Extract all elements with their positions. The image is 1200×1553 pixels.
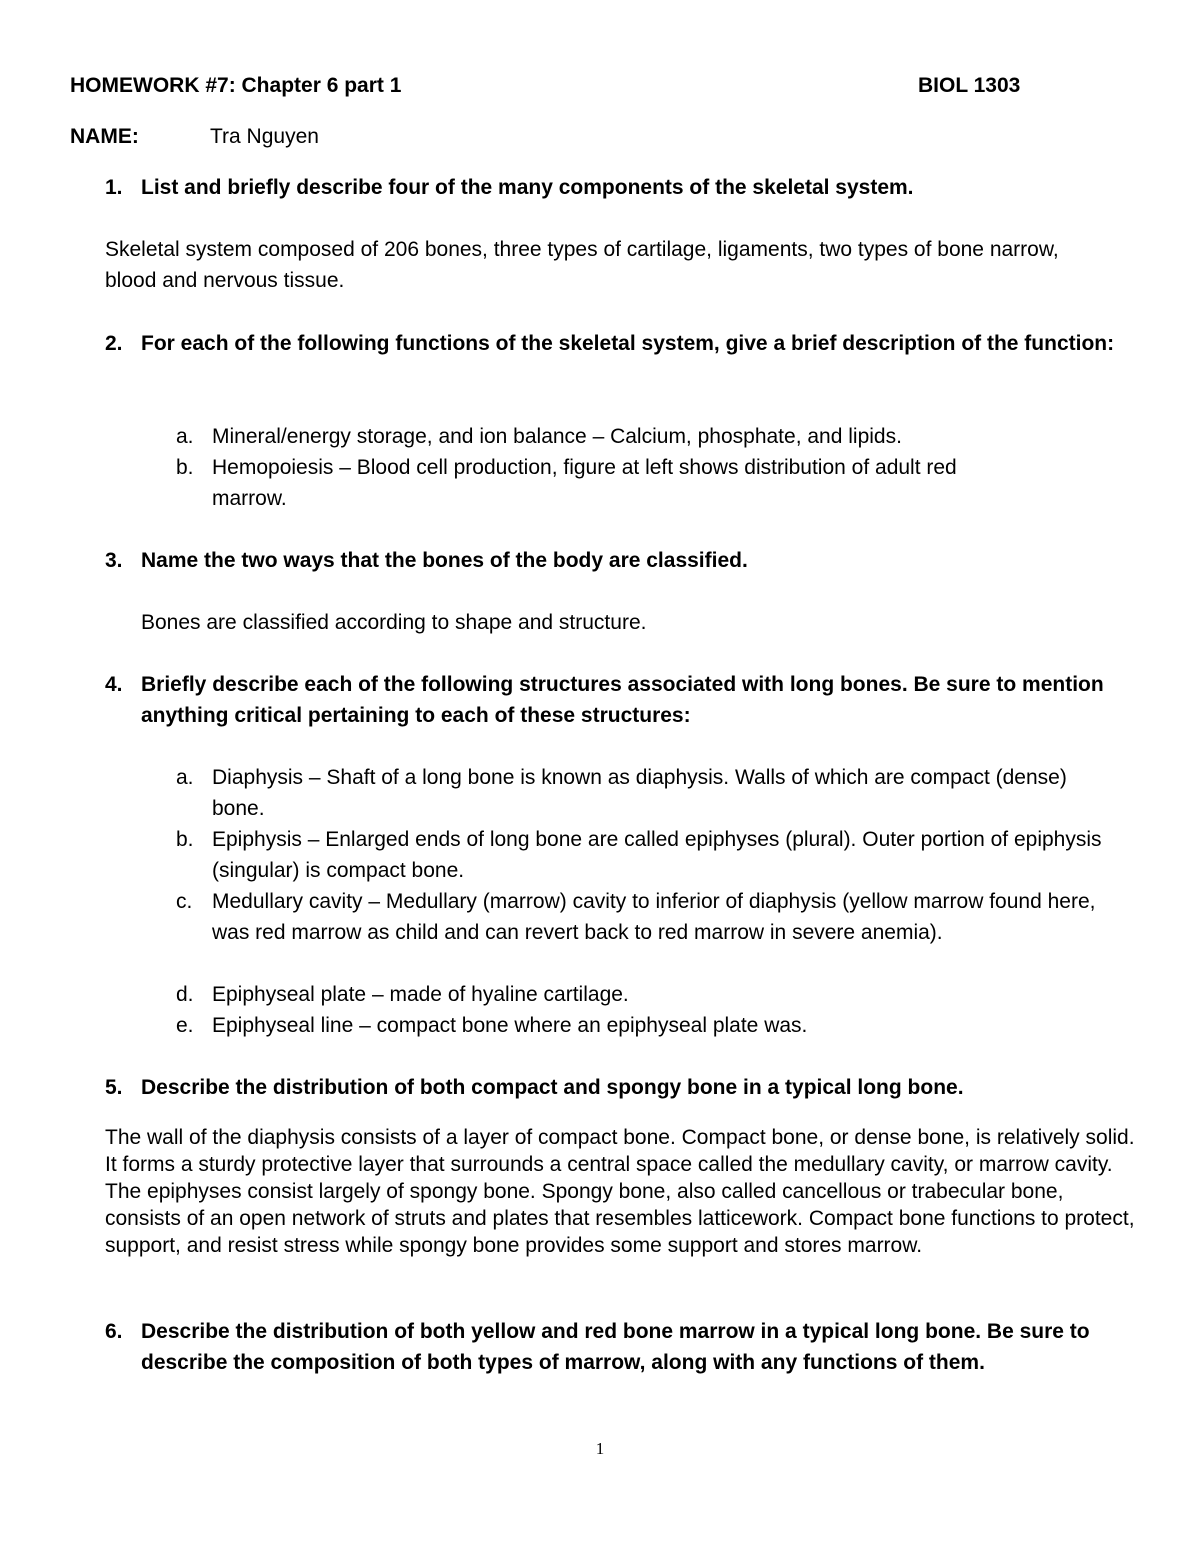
question-2 [105, 328, 1145, 359]
question-5 [105, 1072, 1145, 1103]
list-item [176, 979, 1106, 1010]
question-4 [105, 669, 1145, 731]
list-text: Epiphysis – Enlarged ends of long bone are called epiphyses (plural). Outer portion of epiphysis (singular) is compact bone. [212, 828, 1102, 882]
page-number: 1 [595, 1439, 605, 1458]
question-3 [105, 545, 1145, 576]
question-number: 4. [105, 673, 123, 696]
list-item [176, 452, 1036, 514]
list-text: Mineral/energy storage, and ion balance – Calcium, phosphate, and lipids. [212, 425, 902, 448]
title-prefix: HOMEWORK #7 [70, 74, 229, 97]
list-item [176, 824, 1116, 886]
name-label: NAME: [70, 125, 139, 148]
question-1 [105, 172, 1145, 203]
list-marker: a. [176, 425, 194, 448]
document-title [70, 70, 401, 101]
question-text: Briefly describe each of the following structures associated with long bones. Be sure to mention anything critical pertaining to each of these structures: [141, 673, 1104, 727]
list-marker: d. [176, 983, 194, 1006]
list-item [176, 421, 1106, 452]
question-text: Name the two ways that the bones of the body are classified. [141, 549, 748, 572]
question-text: For each of the following functions of the skeletal system, give a brief description of the function: [141, 332, 1115, 355]
list-text: Epiphyseal plate – made of hyaline cartilage. [212, 983, 629, 1006]
question-number: 1. [105, 176, 123, 199]
list-marker: e. [176, 1014, 194, 1037]
list-item [176, 886, 1096, 948]
question-number: 2. [105, 332, 123, 355]
list-marker: c. [176, 890, 193, 913]
answer-1: Skeletal system composed of 206 bones, three types of cartilage, ligaments, two types of bone narrow, blood and nervous tissue. [105, 238, 1059, 292]
course-code: BIOL 1303 [918, 74, 1021, 97]
answer-3: Bones are classified according to shape and structure. [141, 611, 647, 634]
list-text: Medullary cavity – Medullary (marrow) cavity to inferior of diaphysis (yellow marrow found here, was red marrow as child and can revert back to red marrow in severe anemia). [212, 890, 1096, 944]
list-marker: b. [176, 828, 194, 851]
title-suffix: : Chapter 6 part 1 [228, 74, 402, 97]
question-text: Describe the distribution of both compact and spongy bone in a typical long bone. [141, 1076, 964, 1099]
list-text: Hemopoiesis – Blood cell production, figure at left shows distribution of adult red marrow. [212, 456, 957, 510]
answer-5: The wall of the diaphysis consists of a layer of compact bone. Compact bone, or dense bone, is relatively solid. It forms a sturdy protective layer that surrounds a central space called the medullary cavity, or marrow cavity. The epiphyses consist largely of spongy bone. Spongy bone, also called cancellous or trabecular bone, consists of an open network of struts and plates that resembles latticework. Compact bone functions to protect, support, and resist stress while spongy bone provides some support and stores marrow. [105, 1126, 1135, 1257]
question-text: List and briefly describe four of the many components of the skeletal system. [141, 176, 914, 199]
name-value: Tra Nguyen [210, 125, 319, 148]
question-number: 3. [105, 549, 123, 572]
list-marker: a. [176, 766, 194, 789]
list-text: Epiphyseal line – compact bone where an epiphyseal plate was. [212, 1014, 808, 1037]
list-text: Diaphysis – Shaft of a long bone is known as diaphysis. Walls of which are compact (dense) bone. [212, 766, 1067, 820]
question-text: Describe the distribution of both yellow and red bone marrow in a typical long bone. Be sure to describe the composition of both types of marrow, along with any functions of them. [141, 1320, 1090, 1374]
list-marker: b. [176, 456, 194, 479]
list-item [176, 762, 1096, 824]
question-number: 5. [105, 1076, 123, 1099]
question-6 [105, 1316, 1135, 1378]
question-number: 6. [105, 1320, 123, 1343]
list-item [176, 1010, 1106, 1041]
